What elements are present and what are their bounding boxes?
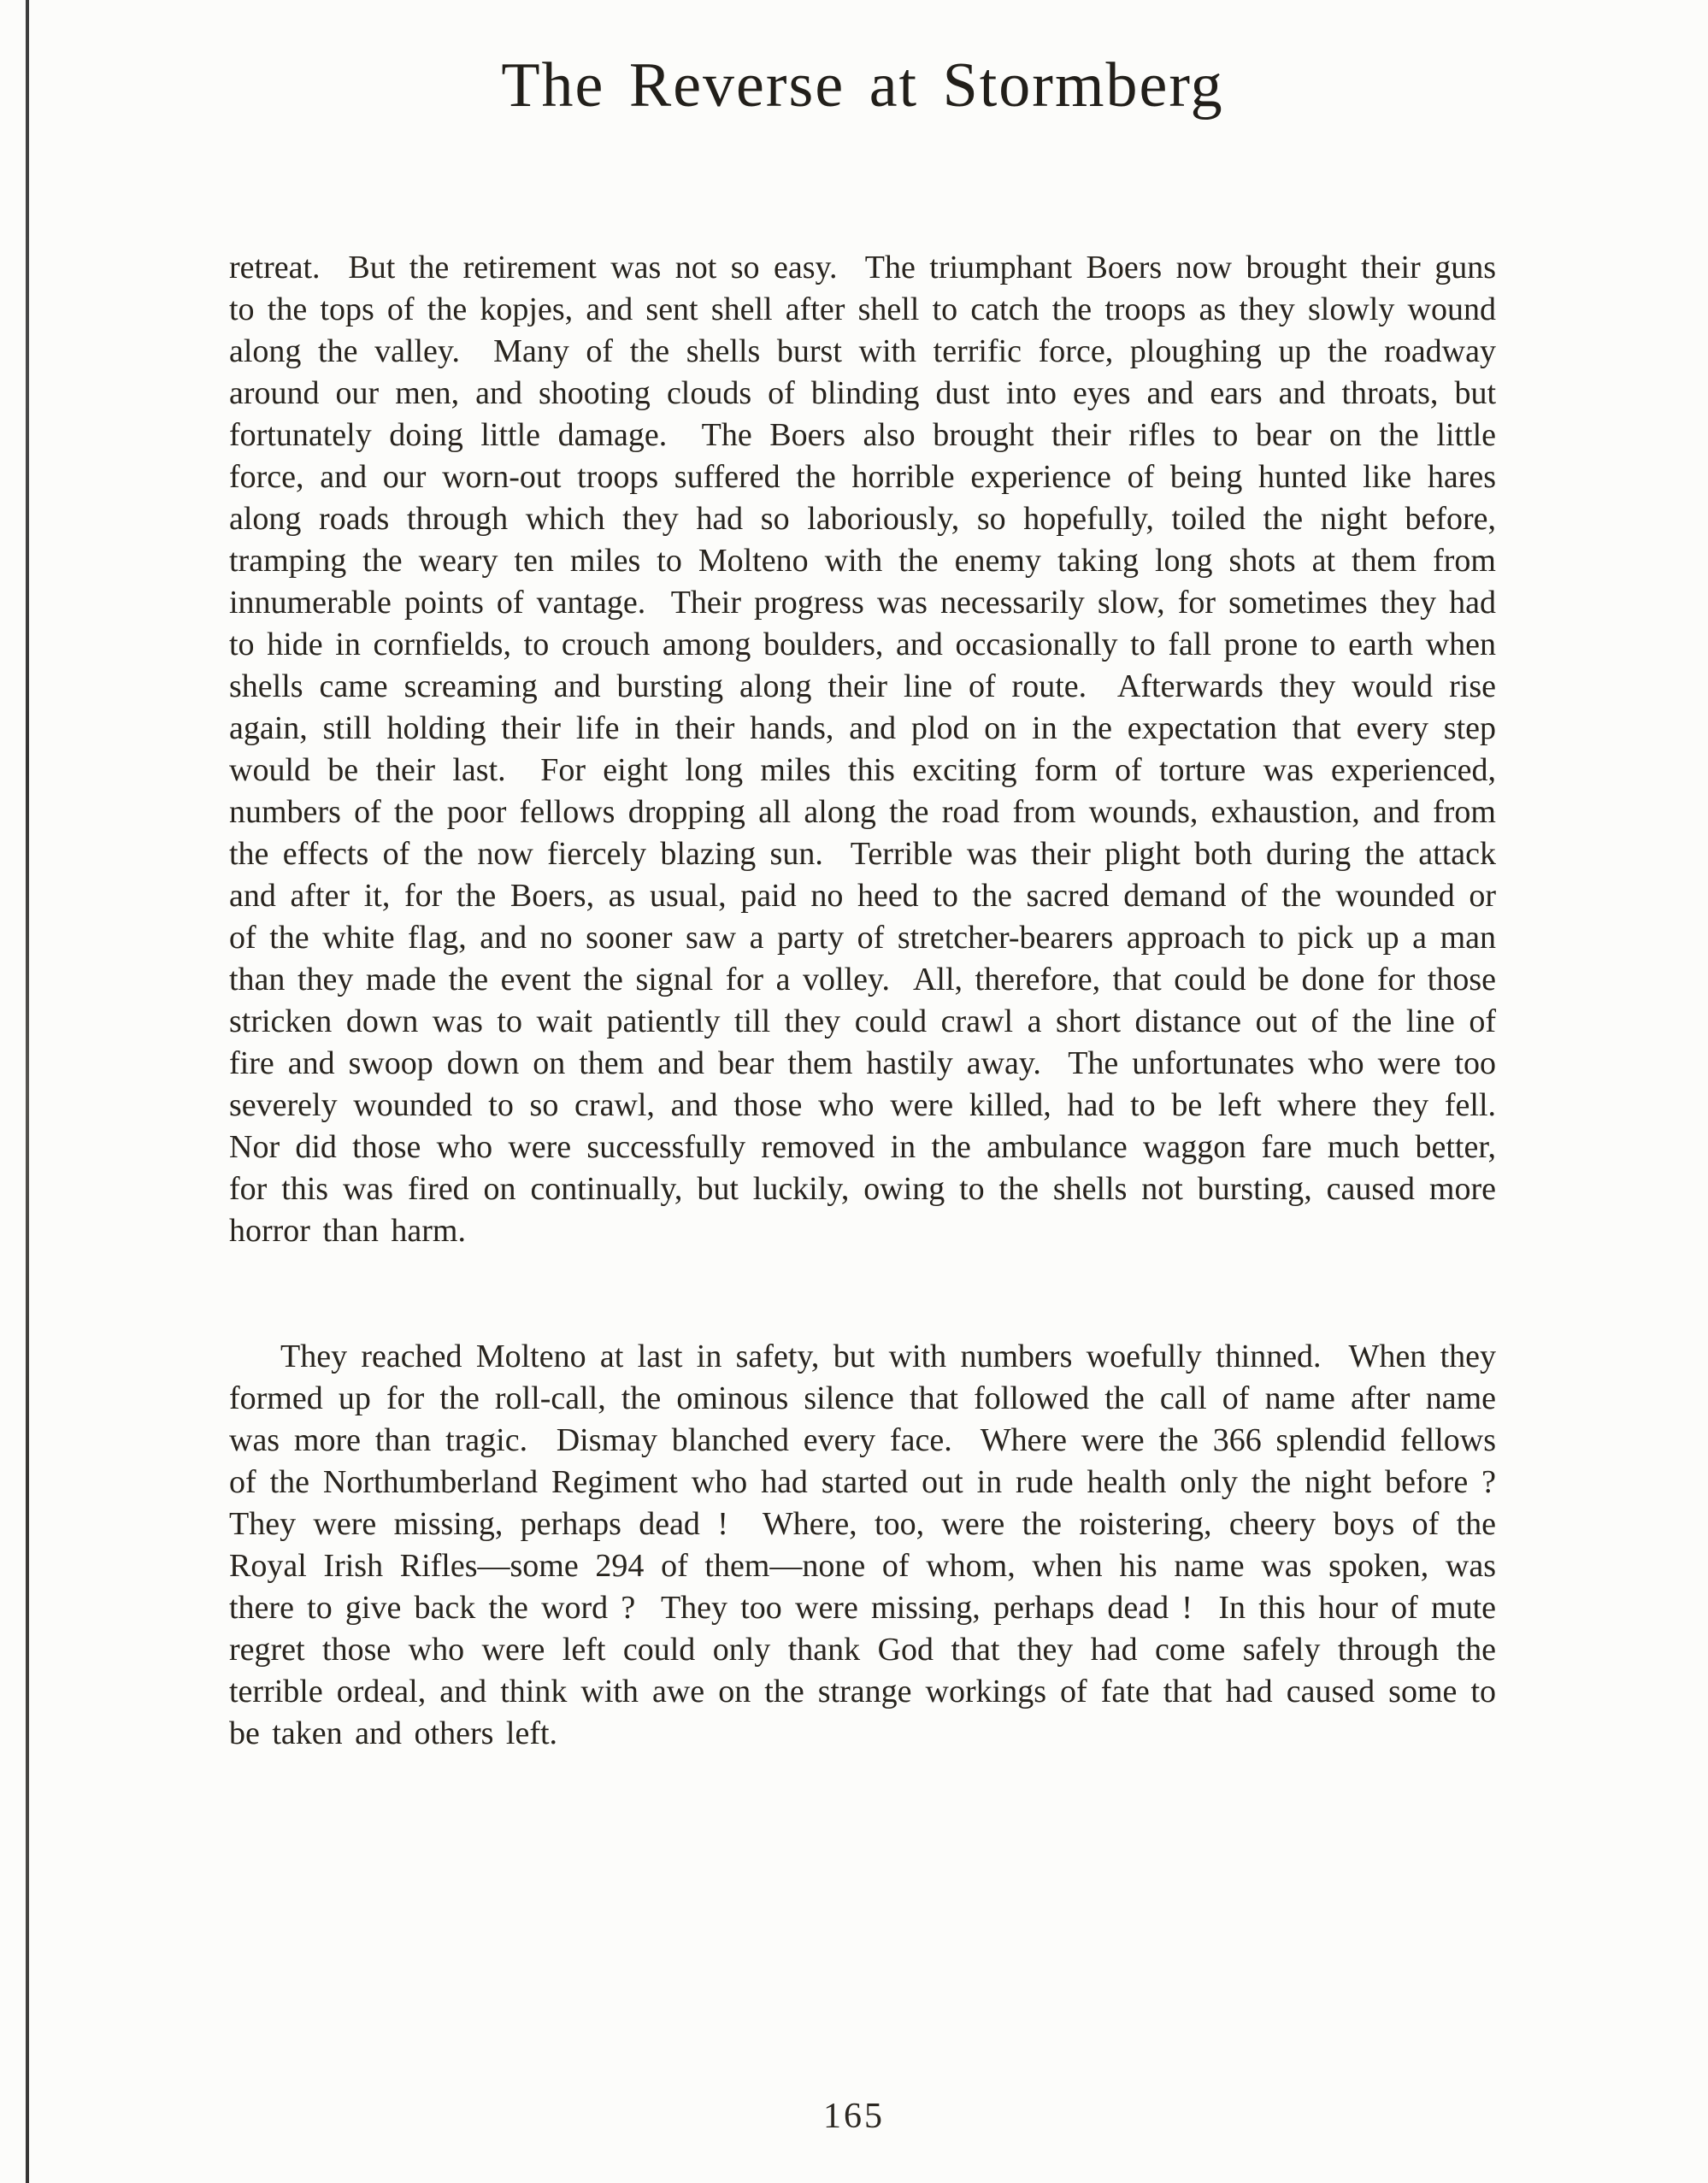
page-content: [229, 50, 1521, 1839]
body-paragraph: They reached Molteno at last in safety, but with numbers woefully thinned. When they formed up for the roll-call, the ominous silence that followed the call of name after name was more than tragic. Dismay blanched every face. Where were the 366 splendid fellows of the Northumberland Regiment who had started out in rude health only the night before ? They were missing, perhaps dead ! Where, too, were the roistering, cheery boys of the Royal Irish Rifles—some 294 of them—none of whom, when his name was spoken, was there to give back the word ? They too were missing, perhaps dead ! In this hour of mute regret those who were left could only thank God that they had come safely through the terrible ordeal, and think with awe on the strange workings of fate that had caused some to be taken and others left.: [229, 1339, 1521, 1751]
body-text-block: [229, 163, 1521, 1839]
page-title: The Reverse at Stormberg: [501, 50, 1224, 121]
page-number: 165: [823, 2097, 885, 2136]
body-paragraph: retreat. But the retirement was not so easy. The triumphant Boers now brought their guns to the tops of the kopjes, and sent shell after shell to catch the troops as they slowly wound along the valley. Many of the shells burst with terrific force, ploughing up the roadway around our men, and shooting clouds of blinding dust into eyes and ears and throats, but fortunately doing little damage. The Boers also brought their rifles to bear on the little force, and our worn-out troops suffered the horrible experience of being hunted like hares along roads through which they had so laboriously, so hopefully, toiled the night before, tramping the weary ten miles to Molteno with the enemy taking long shots at them from innumerable points of vantage. Their progress was necessarily slow, for sometimes they had to hide in cornfields, to crouch among boulders, and occasionally to fall prone to earth when shells came screaming and bursting along their line of route. Afterwards they would rise again, still holding their life in their hands, and plod on in the expectation that every step would be their last. For eight long miles this exciting form of torture was experienced, numbers of the poor fellows dropping all along the road from wounds, exhaustion, and from the effects of the now fiercely blazing sun. Terrible was their plight both during the attack and after it, for the Boers, as usual, paid no heed to the sacred demand of the wounded or of the white flag, and no sooner saw a party of stretcher-bearers approach to pick up a man than they made the event the signal for a volley. All, therefore, that could be done for those stricken down was to wait patiently till they could crawl a short distance out of the line of fire and swoop down on them and bear them hastily away. The unfortunates who were too severely wounded to so crawl, and those who were killed, had to be left where they fell. Nor did those who were successfully removed in the ambulance waggon fare much better, for this was fired on continually, but luckily, owing to the shells not bursting, caused more horror than harm.: [229, 250, 1521, 1249]
binding-edge-line: [26, 0, 29, 2183]
